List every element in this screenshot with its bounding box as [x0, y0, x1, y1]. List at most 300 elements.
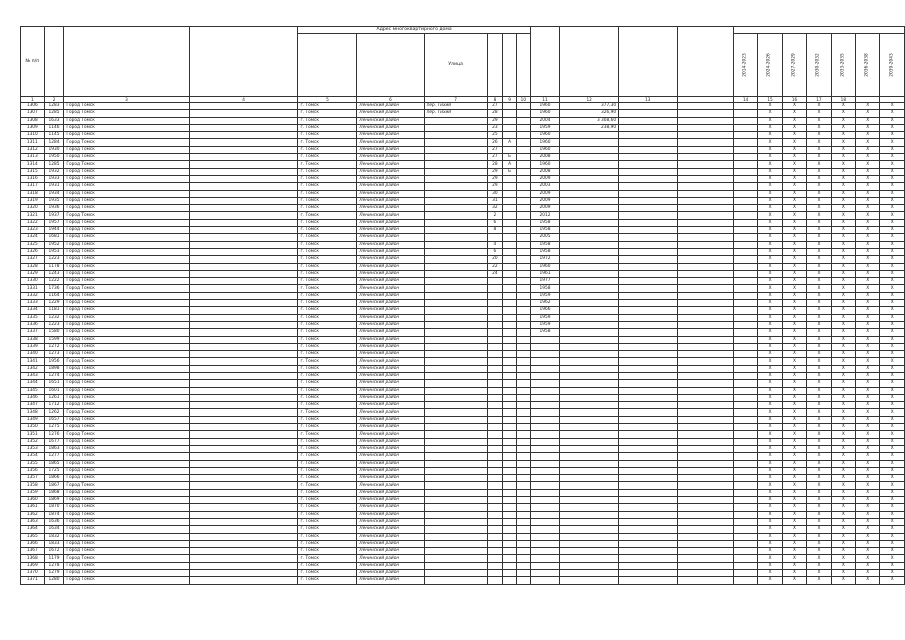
total-area-cell: [560, 380, 619, 387]
locality-cell: г. Томск: [298, 336, 357, 343]
total-area-cell: [560, 438, 619, 445]
row-number-cell: 1364: [21, 526, 45, 533]
building-letter-cell: [503, 453, 517, 460]
period-2-cell: X: [758, 336, 782, 343]
settlement-cell: [189, 526, 298, 533]
period-3-cell: X: [782, 278, 806, 285]
period-3-cell: X: [782, 270, 806, 277]
locality-cell: г. Томск: [298, 307, 357, 314]
period-1-cell: [733, 263, 757, 270]
settlement-cell: [189, 387, 298, 394]
row-number-cell: 1332: [21, 292, 45, 299]
building-letter-cell: [503, 175, 517, 182]
mkd-code-cell: 1275: [44, 424, 64, 431]
row-number-cell: 1340: [21, 351, 45, 358]
period-3-cell: X: [782, 504, 806, 511]
building-letter-cell: [503, 380, 517, 387]
period-7-cell: X: [880, 103, 905, 110]
street-cell: [424, 577, 487, 584]
period-3-cell: X: [782, 402, 806, 409]
col-period-4-header: 2030-2032: [807, 34, 831, 97]
total-area-cell: [560, 467, 619, 474]
period-2-cell: X: [758, 300, 782, 307]
col-number: 4: [189, 97, 298, 103]
col-period-1-header: 2014-2023: [733, 34, 757, 97]
year-built-cell: 1958: [530, 219, 559, 226]
period-7-cell: X: [880, 336, 905, 343]
street-cell: [424, 146, 487, 153]
period-7-cell: X: [880, 292, 905, 299]
period-3-cell: X: [782, 365, 806, 372]
period-3-cell: X: [782, 336, 806, 343]
period-5-cell: X: [831, 394, 855, 401]
table-row: [21, 343, 905, 350]
table-row: [21, 526, 905, 533]
total-area-cell: [560, 453, 619, 460]
period-2-cell: X: [758, 124, 782, 131]
period-1-cell: [733, 409, 757, 416]
extra-value-cell: [677, 161, 733, 168]
col-premises-area-header: [619, 27, 677, 97]
extra-value-cell: [677, 110, 733, 117]
period-1-cell: [733, 540, 757, 547]
period-7-cell: X: [880, 161, 905, 168]
period-6-cell: X: [856, 453, 880, 460]
district-cell: Ленинский район: [357, 270, 424, 277]
district-cell: Ленинский район: [357, 562, 424, 569]
municipality-cell: Город Томск: [64, 453, 189, 460]
period-7-cell: X: [880, 489, 905, 496]
total-area-cell: [560, 278, 619, 285]
period-6-cell: X: [856, 300, 880, 307]
settlement-cell: [189, 190, 298, 197]
period-7-cell: X: [880, 351, 905, 358]
mkd-code-cell: 1222: [44, 278, 64, 285]
period-2-cell: X: [758, 292, 782, 299]
period-1-cell: [733, 402, 757, 409]
building-letter-cell: [503, 234, 517, 241]
period-4-cell: X: [807, 292, 831, 299]
col-number: 17: [807, 97, 831, 103]
structure-cell: [516, 161, 530, 168]
period-7-cell: X: [880, 570, 905, 577]
period-2-cell: X: [758, 372, 782, 379]
house-number-cell: [487, 489, 503, 496]
table-row: [21, 212, 905, 219]
year-built-cell: 1960: [530, 139, 559, 146]
locality-cell: г. Томск: [298, 482, 357, 489]
structure-cell: [516, 453, 530, 460]
period-1-cell: [733, 161, 757, 168]
building-letter-cell: А: [503, 139, 517, 146]
premises-area-cell: [619, 219, 677, 226]
period-1-cell: [733, 445, 757, 452]
period-5-cell: X: [831, 482, 855, 489]
settlement-cell: [189, 409, 298, 416]
table-row: [21, 555, 905, 562]
structure-cell: [516, 154, 530, 161]
extra-value-cell: [677, 132, 733, 139]
period-5-cell: X: [831, 380, 855, 387]
row-number-cell: 1362: [21, 511, 45, 518]
table-row: [21, 497, 905, 504]
extra-value-cell: [677, 409, 733, 416]
period-6-cell: X: [856, 460, 880, 467]
house-number-cell: [487, 518, 503, 525]
house-number-cell: [487, 321, 503, 328]
settlement-cell: [189, 146, 298, 153]
structure-cell: [516, 365, 530, 372]
period-1-cell: [733, 497, 757, 504]
row-number-cell: 1339: [21, 343, 45, 350]
period-3-cell: X: [782, 416, 806, 423]
period-3-cell: X: [782, 124, 806, 131]
premises-area-cell: [619, 511, 677, 518]
table-row: [21, 365, 905, 372]
structure-cell: [516, 183, 530, 190]
district-cell: Ленинский район: [357, 256, 424, 263]
total-area-cell: [560, 475, 619, 482]
settlement-cell: [189, 548, 298, 555]
period-6-cell: X: [856, 365, 880, 372]
premises-area-cell: [619, 103, 677, 110]
premises-area-cell: [619, 307, 677, 314]
settlement-cell: [189, 482, 298, 489]
district-cell: Ленинский район: [357, 183, 424, 190]
period-2-cell: X: [758, 227, 782, 234]
total-area-cell: [560, 402, 619, 409]
extra-value-cell: [677, 526, 733, 533]
house-number-cell: [487, 467, 503, 474]
period-2-cell: X: [758, 321, 782, 328]
period-5-cell: X: [831, 219, 855, 226]
street-cell: [424, 431, 487, 438]
district-cell: Ленинский район: [357, 248, 424, 255]
house-number-cell: [487, 372, 503, 379]
table-row: [21, 161, 905, 168]
year-built-cell: 2009: [530, 190, 559, 197]
district-cell: Ленинский район: [357, 394, 424, 401]
period-6-cell: X: [856, 438, 880, 445]
period-6-cell: X: [856, 343, 880, 350]
period-3-cell: X: [782, 110, 806, 117]
period-1-cell: [733, 453, 757, 460]
col-total-area-header: [560, 27, 619, 97]
period-4-cell: X: [807, 270, 831, 277]
year-built-cell: [530, 416, 559, 423]
period-5-cell: X: [831, 161, 855, 168]
municipality-cell: Город Томск: [64, 467, 189, 474]
table-row: [21, 540, 905, 547]
municipality-cell: Город Томск: [64, 321, 189, 328]
period-3-cell: X: [782, 263, 806, 270]
extra-value-cell: [677, 511, 733, 518]
settlement-cell: [189, 314, 298, 321]
mkd-code-cell: 1599: [44, 336, 64, 343]
period-6-cell: X: [856, 555, 880, 562]
street-cell: [424, 190, 487, 197]
period-3-cell: X: [782, 482, 806, 489]
extra-value-cell: [677, 416, 733, 423]
municipality-cell: Город Томск: [64, 475, 189, 482]
period-6-cell: X: [856, 292, 880, 299]
premises-area-cell: [619, 467, 677, 474]
building-letter-cell: [503, 540, 517, 547]
extra-value-cell: [677, 117, 733, 124]
period-1-cell: [733, 555, 757, 562]
municipality-cell: Город Томск: [64, 132, 189, 139]
period-6-cell: X: [856, 110, 880, 117]
period-5-cell: X: [831, 263, 855, 270]
extra-value-cell: [677, 387, 733, 394]
period-7-cell: X: [880, 285, 905, 292]
locality-cell: г. Томск: [298, 562, 357, 569]
period-5-cell: X: [831, 256, 855, 263]
period-1-cell: [733, 475, 757, 482]
period-2-cell: X: [758, 555, 782, 562]
settlement-cell: [189, 263, 298, 270]
period-5-cell: X: [831, 460, 855, 467]
period-5-cell: X: [831, 570, 855, 577]
locality-cell: г. Томск: [298, 168, 357, 175]
table-row: [21, 117, 905, 124]
building-letter-cell: [503, 190, 517, 197]
table-row: [21, 227, 905, 234]
table-row: [21, 329, 905, 336]
building-letter-cell: [503, 467, 517, 474]
district-cell: Ленинский район: [357, 570, 424, 577]
premises-area-cell: [619, 205, 677, 212]
structure-cell: [516, 577, 530, 584]
year-built-cell: [530, 424, 559, 431]
locality-cell: г. Томск: [298, 117, 357, 124]
total-area-cell: [560, 219, 619, 226]
street-cell: [424, 540, 487, 547]
period-7-cell: X: [880, 117, 905, 124]
house-number-cell: 30: [487, 190, 503, 197]
structure-cell: [516, 227, 530, 234]
period-4-cell: X: [807, 402, 831, 409]
period-1-cell: [733, 365, 757, 372]
building-letter-cell: [503, 197, 517, 204]
settlement-cell: [189, 365, 298, 372]
mkd-code-cell: 1232: [44, 314, 64, 321]
row-number-cell: 1360: [21, 497, 45, 504]
header-row-1: [21, 27, 905, 34]
period-7-cell: X: [880, 241, 905, 248]
extra-value-cell: [677, 424, 733, 431]
period-2-cell: X: [758, 285, 782, 292]
extra-value-cell: [677, 197, 733, 204]
total-area-cell: 3 308,60: [560, 117, 619, 124]
row-number-cell: 1349: [21, 416, 45, 423]
mkd-code-cell: 1284: [44, 139, 64, 146]
district-cell: Ленинский район: [357, 124, 424, 131]
period-6-cell: X: [856, 139, 880, 146]
period-1-cell: [733, 139, 757, 146]
total-area-cell: [560, 146, 619, 153]
table-row: [21, 467, 905, 474]
year-built-cell: [530, 431, 559, 438]
premises-area-cell: [619, 482, 677, 489]
district-cell: Ленинский район: [357, 336, 424, 343]
period-3-cell: X: [782, 285, 806, 292]
structure-cell: [516, 416, 530, 423]
period-2-cell: X: [758, 307, 782, 314]
mkd-code-cell: 1937: [44, 212, 64, 219]
total-area-cell: [560, 227, 619, 234]
settlement-cell: [189, 416, 298, 423]
col-number: 3: [64, 97, 189, 103]
structure-cell: [516, 380, 530, 387]
period-4-cell: X: [807, 431, 831, 438]
mkd-code-cell: 1229: [44, 300, 64, 307]
period-2-cell: X: [758, 161, 782, 168]
period-4-cell: X: [807, 555, 831, 562]
period-6-cell: X: [856, 219, 880, 226]
locality-cell: г. Томск: [298, 489, 357, 496]
structure-cell: [516, 139, 530, 146]
table-row: [21, 489, 905, 496]
settlement-cell: [189, 372, 298, 379]
year-built-cell: 2009: [530, 197, 559, 204]
structure-cell: [516, 497, 530, 504]
district-cell: Ленинский район: [357, 504, 424, 511]
municipality-cell: Город Томск: [64, 365, 189, 372]
street-cell: [424, 394, 487, 401]
period-3-cell: X: [782, 248, 806, 255]
col-number: 14: [733, 97, 757, 103]
period-2-cell: X: [758, 314, 782, 321]
period-6-cell: X: [856, 540, 880, 547]
building-letter-cell: [503, 409, 517, 416]
street-cell: [424, 219, 487, 226]
structure-cell: [516, 212, 530, 219]
settlement-cell: [189, 197, 298, 204]
house-number-cell: 29: [487, 168, 503, 175]
street-cell: [424, 278, 487, 285]
street-cell: [424, 460, 487, 467]
period-2-cell: X: [758, 365, 782, 372]
structure-cell: [516, 146, 530, 153]
year-built-cell: [530, 562, 559, 569]
district-cell: Ленинский район: [357, 416, 424, 423]
row-number-cell: 1315: [21, 168, 45, 175]
total-area-cell: [560, 190, 619, 197]
structure-cell: [516, 241, 530, 248]
street-cell: [424, 489, 487, 496]
period-1-cell: [733, 562, 757, 569]
settlement-cell: [189, 467, 298, 474]
period-2-cell: X: [758, 197, 782, 204]
period-7-cell: X: [880, 175, 905, 182]
house-number-cell: [487, 570, 503, 577]
row-number-cell: 1368: [21, 555, 45, 562]
total-area-cell: [560, 197, 619, 204]
settlement-cell: [189, 562, 298, 569]
premises-area-cell: [619, 380, 677, 387]
period-3-cell: X: [782, 562, 806, 569]
house-number-cell: [487, 365, 503, 372]
period-2-cell: X: [758, 103, 782, 110]
district-cell: Ленинский район: [357, 300, 424, 307]
total-area-cell: [560, 562, 619, 569]
year-built-cell: 1959: [530, 124, 559, 131]
period-1-cell: [733, 321, 757, 328]
period-4-cell: X: [807, 154, 831, 161]
period-4-cell: X: [807, 205, 831, 212]
period-3-cell: X: [782, 343, 806, 350]
period-1-cell: [733, 212, 757, 219]
building-letter-cell: [503, 227, 517, 234]
district-cell: Ленинский район: [357, 475, 424, 482]
period-5-cell: X: [831, 489, 855, 496]
extra-value-cell: [677, 300, 733, 307]
year-built-cell: 1958: [530, 241, 559, 248]
district-cell: Ленинский район: [357, 577, 424, 584]
row-number-cell: 1317: [21, 183, 45, 190]
period-4-cell: X: [807, 394, 831, 401]
premises-area-cell: [619, 300, 677, 307]
structure-cell: [516, 548, 530, 555]
row-number-cell: 1358: [21, 482, 45, 489]
row-number-cell: 1363: [21, 518, 45, 525]
year-built-cell: [530, 497, 559, 504]
district-cell: Ленинский район: [357, 540, 424, 547]
locality-cell: г. Томск: [298, 124, 357, 131]
period-4-cell: X: [807, 540, 831, 547]
structure-cell: [516, 117, 530, 124]
building-letter-cell: [503, 146, 517, 153]
settlement-cell: [189, 533, 298, 540]
period-6-cell: X: [856, 336, 880, 343]
structure-cell: [516, 278, 530, 285]
period-3-cell: X: [782, 445, 806, 452]
structure-cell: [516, 445, 530, 452]
extra-value-cell: [677, 183, 733, 190]
period-7-cell: X: [880, 409, 905, 416]
district-cell: Ленинский район: [357, 197, 424, 204]
mkd-code-cell: 1283: [44, 103, 64, 110]
period-4-cell: X: [807, 241, 831, 248]
premises-area-cell: [619, 424, 677, 431]
district-cell: Ленинский район: [357, 190, 424, 197]
locality-cell: г. Томск: [298, 219, 357, 226]
street-cell: [424, 526, 487, 533]
street-cell: [424, 241, 487, 248]
locality-cell: г. Томск: [298, 511, 357, 518]
period-5-cell: X: [831, 518, 855, 525]
period-5-cell: X: [831, 314, 855, 321]
period-6-cell: X: [856, 117, 880, 124]
period-6-cell: X: [856, 270, 880, 277]
period-6-cell: X: [856, 154, 880, 161]
building-letter-cell: [503, 431, 517, 438]
district-cell: Ленинский район: [357, 460, 424, 467]
district-cell: Ленинский район: [357, 110, 424, 117]
table-row: [21, 139, 905, 146]
mkd-code-cell: 1580: [44, 329, 64, 336]
building-letter-cell: [503, 132, 517, 139]
house-number-cell: 27: [487, 103, 503, 110]
settlement-cell: [189, 175, 298, 182]
year-built-cell: 1977: [530, 278, 559, 285]
structure-cell: [516, 394, 530, 401]
locality-cell: г. Томск: [298, 533, 357, 540]
house-number-cell: [487, 292, 503, 299]
period-1-cell: [733, 394, 757, 401]
structure-cell: [516, 300, 530, 307]
